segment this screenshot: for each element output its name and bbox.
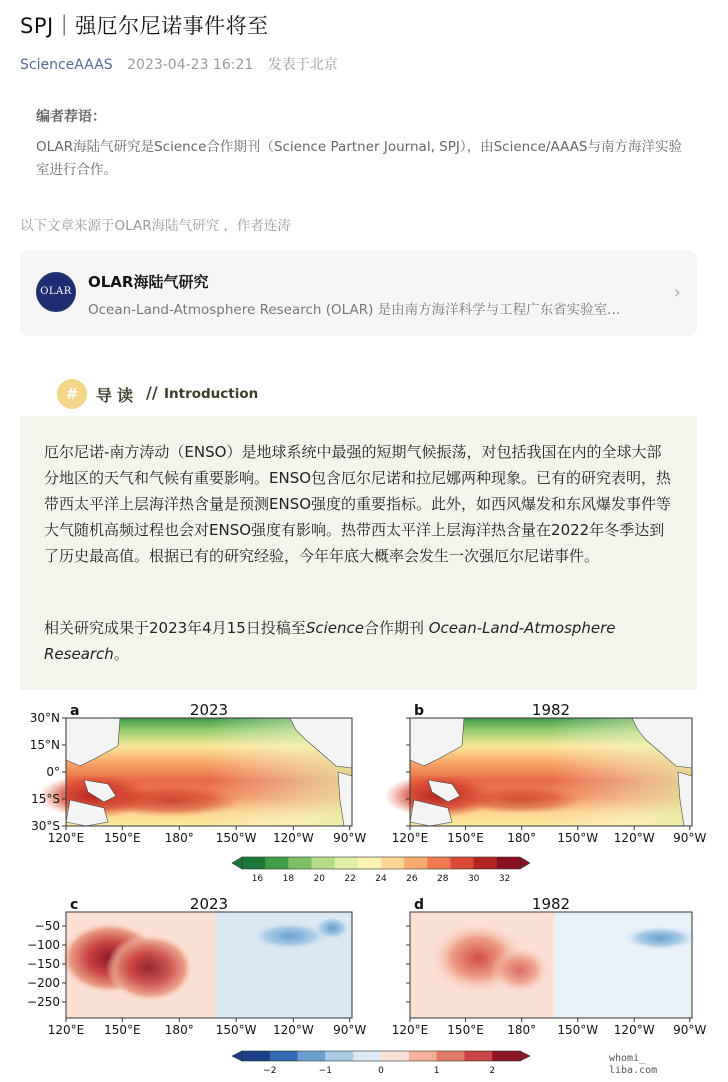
x-tick-label: 150°E: [104, 1023, 141, 1037]
source-account-desc: Ocean-Land-Atmosphere Research (OLAR) 是由南方海洋科学与工程广东省实验室...: [88, 302, 621, 318]
x-tick-label: 180°: [507, 1023, 537, 1037]
x-tick-label: 150°W: [557, 1023, 599, 1037]
x-tick-label: 120°W: [613, 1023, 655, 1037]
x-tick-label: 120°W: [272, 831, 314, 845]
colorbar-top-tick-label: 18: [282, 874, 295, 884]
colorbar-top-swatch: [265, 857, 289, 869]
colorbar-top-tick-label: 20: [313, 874, 325, 884]
abstract-p2-journal: Ocean-Land-Atmosphere Research: [44, 619, 616, 663]
x-tick-label: 150°E: [104, 831, 141, 845]
olar-logo: OLAR: [36, 272, 76, 312]
colorbar-top-swatch: [288, 857, 312, 869]
panel-letter-d: d: [414, 897, 425, 913]
account-link[interactable]: ScienceAAAS: [20, 57, 113, 73]
panel-c: [60, 912, 352, 1018]
depth-tick-label: −200: [27, 976, 60, 990]
colorbar-top-swatch: [242, 857, 266, 869]
panel-letter-c: c: [70, 897, 79, 913]
colorbar-bottom-tick-label: 1: [433, 1066, 440, 1076]
lat-tick-label: 30°N: [29, 711, 60, 725]
panel-year-c: 2023: [189, 895, 229, 913]
editor-note-text: OLAR海陆气研究是Science合作期刊（Science Partner Journal, SPJ），由Science/AAAS与南方海洋实验室进行合作。: [36, 139, 683, 178]
x-tick-label: 120°W: [613, 831, 655, 845]
colorbar-bottom-swatch: [298, 1051, 326, 1061]
x-tick-label: 150°E: [447, 831, 484, 845]
colorbar-bottom-swatch: [353, 1051, 381, 1061]
colorbar-bottom-tick-label: 0: [378, 1066, 384, 1076]
depth-tick-label: −50: [34, 919, 60, 933]
colorbar-top-swatch: [381, 857, 405, 869]
panel-b: [384, 718, 692, 826]
abstract-paragraph-1: 厄尔尼诺-南方涛动（ENSO）是地球系统中最强的短期气候振荡，对包括我国在内的全球大部分地区的天气和气候有重要影响。ENSO包含厄尔尼诺和拉尼娜两种现象。已有的研究表明，热带西太平洋上层海洋热含量是预测ENSO强度的重要指标。此外，如西风爆发和东风爆发事件等大气随机高频过程也会对ENSO强度有影响。热带西太平洋上层海洋热含量在2022年冬季达到了历史最高值。根据已有的研究经验，今年年底大概率会发生一次强厄尔尼诺事件。: [44, 443, 672, 565]
x-tick-label: 150°W: [215, 1023, 257, 1037]
source-account-card[interactable]: [20, 250, 697, 336]
colorbar-top-tick-label: 24: [375, 874, 387, 884]
x-tick-label: 180°: [164, 831, 194, 845]
colorbar-bottom-swatch: [409, 1051, 437, 1061]
colorbar-top-swatch: [358, 857, 382, 869]
colorbar-bottom-swatch: [325, 1051, 353, 1061]
panel-year-b: 1982: [531, 701, 571, 719]
colorbar-bottom-tick-label: 2: [489, 1066, 496, 1076]
editor-note-heading: 编者荐语：: [36, 109, 106, 125]
colorbar-top-swatch: [474, 857, 498, 869]
lat-tick-label: 15°N: [29, 738, 60, 752]
watermark: [606, 1052, 660, 1078]
x-tick-label: 150°W: [557, 831, 599, 845]
colorbar-bottom-swatch: [437, 1051, 465, 1061]
x-tick-label: 180°: [164, 1023, 194, 1037]
source-line: 以下文章来源于OLAR海陆气研究 ，作者连涛: [20, 218, 291, 234]
publish-time: 2023-04-23 16:21: [127, 57, 254, 73]
x-tick-label: 120°E: [391, 1023, 429, 1037]
abstract-p2-middle: 合作期刊: [363, 619, 429, 637]
abstract-p2-science: Science: [305, 619, 364, 637]
panel-letter-b: b: [414, 703, 425, 719]
panel-letter-a: a: [70, 703, 80, 719]
intro-title: 导读: [96, 386, 139, 405]
lat-tick-label: 30°S: [31, 819, 60, 833]
colorbar-top-swatch: [335, 857, 359, 869]
colorbar-top-tick-label: 22: [344, 874, 356, 884]
colorbar-bottom-right-arrow: [520, 1051, 530, 1061]
abstract-paragraph-2: [44, 615, 676, 667]
colorbar-top-tick-label: 32: [498, 874, 511, 884]
intro-separator: //: [146, 383, 158, 402]
depth-tick-label: −250: [27, 995, 60, 1009]
colorbar-top-tick-label: 28: [437, 874, 449, 884]
colorbar-top-swatch: [451, 857, 475, 869]
intro-english: Introduction: [164, 386, 259, 402]
colorbar-top-tick-label: 30: [467, 874, 480, 884]
x-tick-label: 90°W: [333, 1023, 367, 1037]
colorbar-top-right-arrow: [520, 857, 530, 869]
panel-a: [38, 718, 352, 826]
article-title: SPJ｜强厄尔尼诺事件将至: [20, 14, 269, 38]
depth-tick-label: −100: [27, 938, 60, 952]
publish-location: 发表于北京: [267, 57, 338, 73]
x-tick-label: 150°E: [447, 1023, 484, 1037]
colorbar-bottom-swatch: [270, 1051, 298, 1061]
panel-d: [410, 912, 696, 1018]
colorbar-top-swatch: [497, 857, 521, 869]
hash-icon: #: [57, 379, 87, 409]
abstract-p2-suffix: 。: [113, 645, 129, 663]
watermark-line-1: whomi_: [609, 1053, 646, 1064]
colorbar-bottom-tick-label: −2: [263, 1066, 277, 1076]
x-tick-label: 120°W: [272, 1023, 314, 1037]
abstract-p2-prefix: 相关研究成果于2023年4月15日投稿至: [44, 619, 306, 637]
lat-tick-label: 0°: [46, 765, 60, 779]
enso-figure: [0, 696, 728, 1082]
x-tick-label: 120°E: [47, 1023, 85, 1037]
source-account-name: OLAR海陆气研究: [88, 273, 209, 291]
colorbar-top-swatch: [312, 857, 336, 869]
panel-year-a: 2023: [189, 701, 229, 719]
x-tick-label: 120°E: [391, 831, 429, 845]
x-tick-label: 120°E: [47, 831, 85, 845]
colorbar-bottom-swatch: [381, 1051, 409, 1061]
colorbar-bottom-swatch: [242, 1051, 270, 1061]
x-tick-label: 90°W: [333, 831, 367, 845]
lat-tick-label: 15°S: [31, 792, 60, 806]
watermark-line-2: liba.com: [609, 1065, 658, 1076]
article-meta: [20, 54, 338, 74]
colorbar-bottom-left-arrow: [232, 1051, 242, 1061]
panel-year-d: 1982: [531, 895, 571, 913]
x-tick-label: 150°W: [215, 831, 257, 845]
x-tick-label: 90°W: [673, 1023, 707, 1037]
colorbar-bottom-swatch: [492, 1051, 520, 1061]
colorbar-top-tick-label: 26: [406, 874, 418, 884]
x-tick-label: 90°W: [673, 831, 707, 845]
colorbar-top-swatch: [427, 857, 451, 869]
abstract-box: [20, 416, 697, 690]
colorbar-top-swatch: [404, 857, 428, 869]
colorbar-bottom-tick-label: −1: [318, 1066, 333, 1076]
depth-tick-label: −150: [27, 957, 60, 971]
chevron-right-icon: ›: [673, 282, 681, 303]
x-tick-label: 180°: [507, 831, 537, 845]
colorbar-top-tick-label: 16: [251, 874, 264, 884]
colorbar-bottom-swatch: [464, 1051, 492, 1061]
colorbar-top-left-arrow: [232, 857, 242, 869]
